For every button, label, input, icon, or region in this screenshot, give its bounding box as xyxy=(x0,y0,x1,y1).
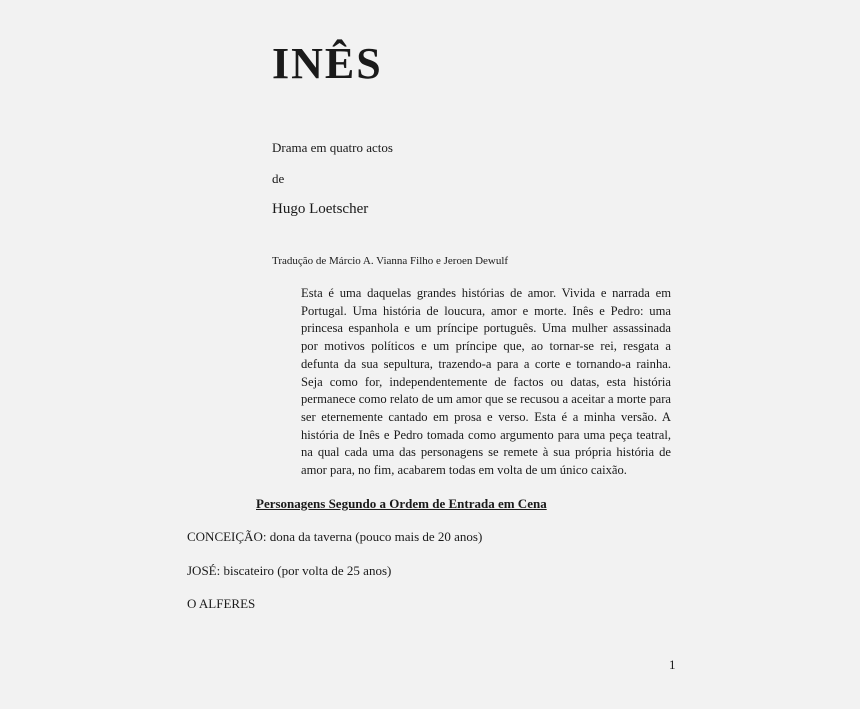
page-number: 1 xyxy=(669,657,676,672)
document-title: INÊS xyxy=(272,39,383,88)
author-name: Hugo Loetscher xyxy=(272,201,369,217)
cast-item: O ALFERES xyxy=(187,596,256,611)
by-label: de xyxy=(272,171,285,186)
cast-heading: Personagens Segundo a Ordem de Entrada em Cena xyxy=(256,496,547,511)
translation-credit: Tradução de Márcio A. Vianna Filho e Jeroen Dewulf xyxy=(272,255,509,267)
abstract-paragraph: Esta é uma daquelas grandes histórias de amor. Vivida e narrada em Portugal. Uma história de loucura, amor e morte. Inês e Pedro: uma princesa espanhola e um príncipe português. Uma mulher assassinada por motivos políticos e um príncipe que, ao tornar-se rei, resgata a defunta da sua sepultura, trazendo-a para a corte e tornando-a rainha. Seja como for, independentemente de factos ou datas, esta história permanece como relato de um amor que se recusou a aceitar a morte para ser eternemente cantado em prosa e verso. Esta é a minha versão. A história de Inês e Pedro tomada como argumento para uma peça teatral, na qual cada uma das personagens se remete à sua própria história de amor para, no fim, acabarem todas em volta de um único caixão. xyxy=(301,286,671,478)
cast-item: CONCEIÇÃO: dona da taverna (pouco mais de 20 anos) xyxy=(187,529,483,544)
cast-item: JOSÉ: biscateiro (por volta de 25 anos) xyxy=(187,563,392,578)
document-subtitle: Drama em quatro actos xyxy=(272,140,393,155)
